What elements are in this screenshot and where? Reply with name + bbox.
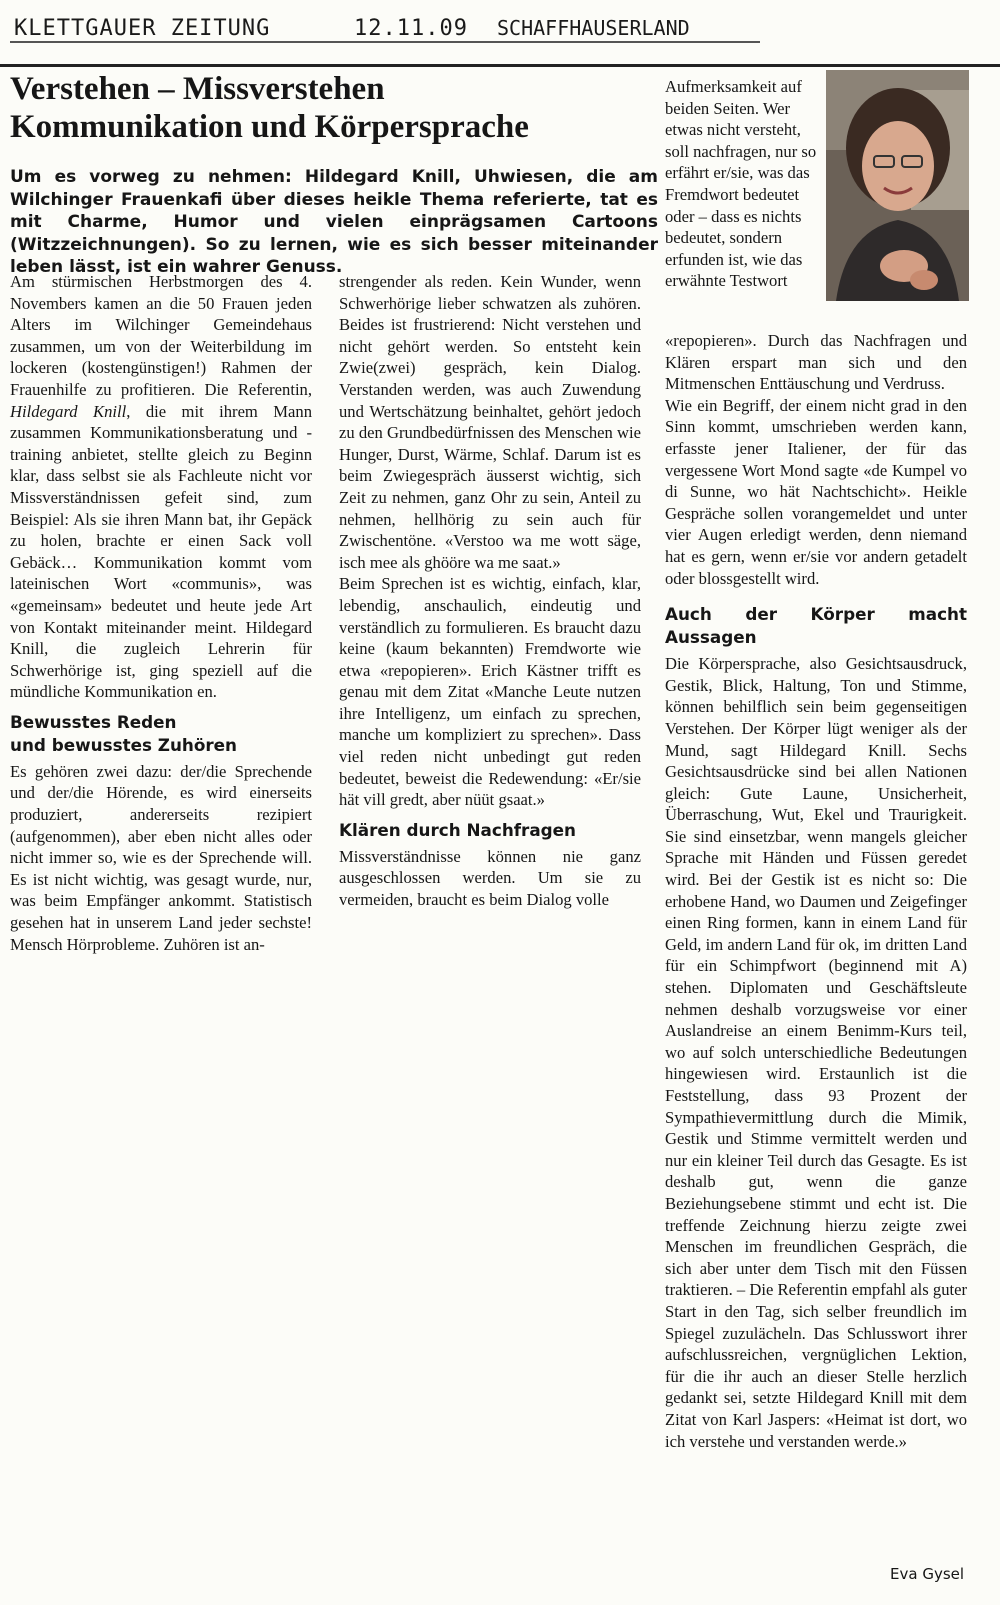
- newspaper-name: KLETTGAUER ZEITUNG: [14, 16, 271, 41]
- subheading: Klären durch Nachfragen: [339, 819, 577, 840]
- column-3-top: [665, 76, 820, 292]
- top-rule: [0, 64, 1000, 67]
- paragraph: Missverständnisse können nie ganz ausgeschlossen werden. Um sie zu vermeiden, braucht es beim Dialog volle: [339, 846, 641, 910]
- paragraph: «repopieren». Durch das Nachfragen und Klären erspart man sich und den Mitmenschen Enttäuschung und Verdruss.: [665, 331, 967, 394]
- paragraph: strengender als reden. Kein Wunder, wenn Schwerhörige lieber schwatzen als zuhören. Beides ist frustrierend: Nicht verstehen und nicht gehört werden. So entsteht kein Zwie(zwei) gespräch, kein Dialog. Verstanden werden, was auch Zuwendung und Wertschätzung beinhaltet, gehört jedoch zu den Grundbedürfnissen des Menschen wie Hunger, Durst, Wärme, Schlaf. Darum ist es beim Zwiegespräch äusserst wichtig, sich Zeit zu nehmen, ganz Ohr zu sein, Anteil zu nehmen, hellhörig zu sein auch für Zwischentöne. «Verstoo wa me wott säge, isch mee als ghööre wa me saat.»: [339, 272, 641, 572]
- subheading: Auch der Körper macht Aussagen: [665, 604, 967, 648]
- article-lead: Um es vorweg zu nehmen: Hildegard Knill, Uhwiesen, die am Wilchinger Frauenkafi über dieses heikle Thema referierte, tat es mit Charme, Humor und vielen einprägsamen Cartoons (Witzzeichnungen). So zu lernen, wie es sich besser miteinander leben lässt, ist ein wahrer Genuss.: [10, 167, 658, 277]
- column-3: [665, 330, 967, 1452]
- handwritten-header: [0, 8, 1000, 52]
- speaker-name: Hildegard Knill: [10, 401, 127, 421]
- paragraph: Am stürmischen Herbstmorgen des 4. Novembers kamen an die 50 Frauen jeden Alters im Wilchinger Gemeindehaus zusammen, um von der Weiterbildung im lockeren (kostengünstigen!) Rahmen der Frauenhilfe zu profitieren. Die Referentin, Hildegard Knill, die mit ihrem Mann zusammen Kommunikationsberatung und -training anbietet, stellte gleich zu Beginn klar, dass selbst sie als Fachleute nicht vor Missverständnissen gefeit sind, zum Beispiel: Als sie ihren Mann bat, ihr Gepäck zu holen, brachte er einen Sack voll Gebäck… Kommunikation kommt vom lateinischen Wort «communis», was «gemeinsam» bedeutet und heute jede Art von Kontakt miteinander meint. Hildegard Knill, die zugleich Lehrerin für Schwerhörige ist, ging speziell auf die mündliche Kommunikation en.: [10, 272, 312, 702]
- paragraph: Es gehören zwei dazu: der/die Sprechende und der/die Hörende, es wird einerseits produziert, andererseits rezipiert (aufgenommen), aber eben nicht alles oder nicht immer so, wie es der Sprechende will. Es ist nicht wichtig, was gesagt wurde, nur, was beim Empfänger ankommt. Statistisch gesehen hat in unserem Land jeder sechste! Mensch Hörprobleme. Zuhören ist an-: [10, 761, 312, 954]
- paragraph: Die Körpersprache, also Gesichtsausdruck, Gestik, Blick, Haltung, Ton und Stimme, können behilflich sein beim gegenseitigen Verstehen. Der Körper lügt weniger als der Mund, sagt Hildegard Knill. Sechs Gesichtsausdrücke sind bei allen Nationen gleich: Gute Laune, Unsicherheit, Überraschung, Wut, Ekel und Traurigkeit. Sie sind einsetzbar, wenn mangels gleicher Sprache mit Händen und Füssen geredet wird. Bei der Gestik ist es nicht so: Die erhobene Hand, wo Daumen und Zeigefinger einen Ring formen, kann in einem Land für Geld, im andern Land für ok, im dritten Land für ein Schimpfwort (beginnend mit A) stehen. Diplomaten und Geschäftsleute nehmen deshalb vorzugsweise vor einer Auslandreise an einem Benimm-Kurs teil, wo auf solch unterschiedliche Bedeutungen hingewiesen wird. Erstaunlich ist die Feststellung, dass 93 Prozent der Sympathievermittlung durch die Mimik, Gestik und Stimme vermittelt werden und nur ein kleiner Teil durch das Gesagte. Es ist deshalb gut, wenn die ganze Beziehungsebene stimmt und echt ist. Die treffende Zeichnung hierzu zeigte zwei Menschen im freundlichen Gespräch, die sich aber unter dem Tisch mit den Füssen traktieren. – Die Referentin empfahl als guter Start in den Tag, sich selber freundlich im Spiegel zuzulächeln. Das Schlusswort ihrer aufschlussreichen, vergnüglichen Lektion, für die ihr auch an dieser Stelle herzlich gedankt sei, setzte Hildegard Knill mit dem Zitat von Karl Jaspers: «Heimat ist dort, wo ich verstehe und verstanden werde.»: [665, 654, 967, 1451]
- paragraph: Beim Sprechen ist es wichtig, einfach, klar, lebendig, anschaulich, eindeutig und verständlich zu formulieren. Es braucht dazu keine (kaum bekannten) Fremdworte wie etwa «repopieren». Erich Kästner trifft es genau mit dem Zitat «Manche Leute nutzen ihre Intelligenz, um einfach zu sprechen, manche um kompliziert zu sprechen». Dass viel reden nicht unbedingt gut reden bedeutet, beweist die Redewendung: «Er/sie hät vill gredt, aber nüüt gsaat.»: [339, 574, 641, 810]
- column-1: [10, 271, 312, 955]
- publication-date: 12.11.09: [354, 16, 468, 41]
- paragraph: Aufmerksamkeit auf beiden Seiten. Wer etwas nicht versteht, soll nachfragen, nur so erfährt er/sie, was das Fremdwort bedeutet oder – dass es nichts bedeutet, sondern erfunden ist, wie das erwähnte Testwort: [665, 77, 817, 291]
- paragraph: Wie ein Begriff, der einem nicht grad in den Sinn kommt, umschrieben werden kann, erfasste jener Italiener, der für das vergessene Wort Mond sagte «de Kumpel vo di Sunne, wo hät Nachtschicht». Heikle Gespräche sollen vorangemeldet und unter vier Augen erledigt werden, denn niemand hat es gern, wenn er/sie vor andern getadelt oder blossgestellt wird.: [665, 395, 967, 588]
- title-line-2: Kommunikation und Körpersprache: [10, 109, 529, 145]
- header-underline: [10, 41, 760, 43]
- speaker-photo: [826, 70, 969, 301]
- title-line-1: Verstehen – Missverstehen: [10, 71, 385, 107]
- portrait-image: [826, 70, 969, 301]
- region-section: SCHAFFHAUSERLAND: [497, 16, 690, 40]
- author-byline: Eva Gysel: [890, 1565, 965, 1583]
- article-title: [10, 70, 650, 146]
- column-2: [339, 271, 641, 911]
- subheading: Bewusstes Reden und bewusstes Zuhören: [10, 711, 237, 755]
